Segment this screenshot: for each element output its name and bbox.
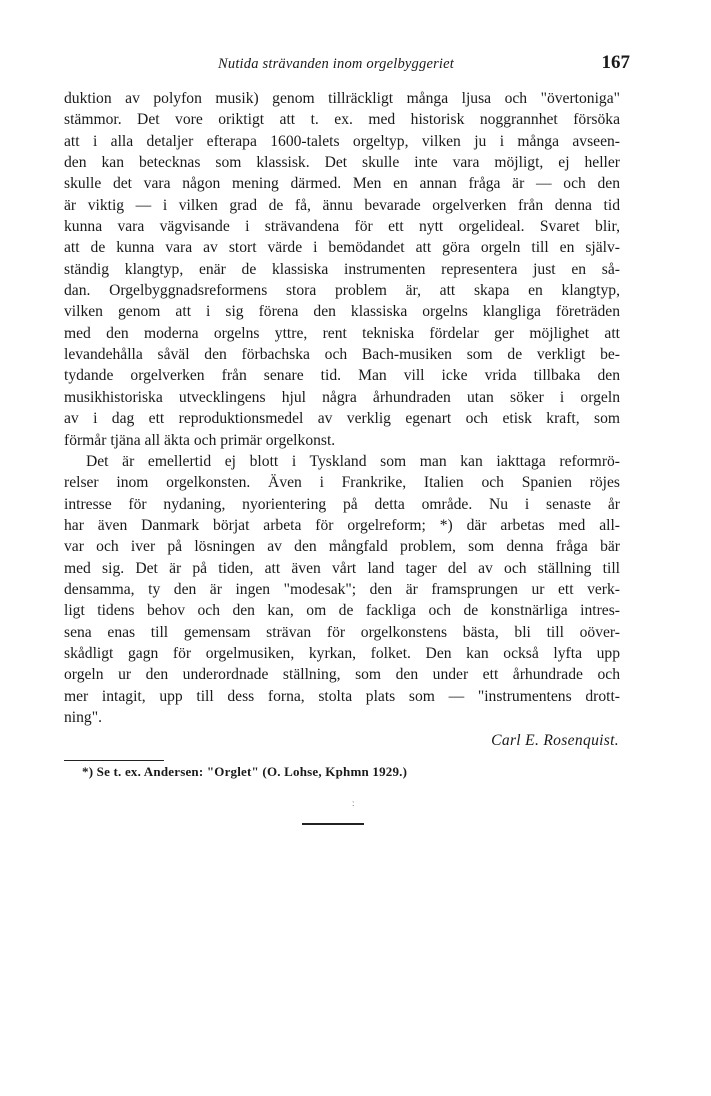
footnote-rule [64, 760, 164, 761]
page-number: 167 [601, 52, 630, 73]
text-line: levandehålla såväl den förbachska och Bach-musiken som de verkligt be- [64, 346, 620, 364]
running-title: Nutida strävanden inom orgelbyggeriet [218, 56, 455, 72]
text-line: duktion av polyfon musik) genom tillräckligt många ljusa och "övertoniga" [64, 90, 620, 107]
text-line: skulle det vara någon mening därmed. Men en annan fråga är — och den [64, 175, 620, 193]
text-line: musikhistoriska utvecklingens hjul några århundraden utan söker i orgeln [64, 388, 620, 406]
text-line: relser inom orgelkonsten. Även i Frankrike, Italien och Spanien röjes [64, 474, 620, 492]
text-line: dan. Orgelbyggnadsreformens stora problem är, att skapa en klangtyp, [64, 282, 620, 300]
text-line: att i alla detaljer efterapa 1600-talets orgeltyp, vilken ju i många avseen- [64, 132, 620, 150]
text-line: är viktig — i vilken grad de få, ännu bevarade orgelverken från denna tid [64, 196, 620, 214]
text-line: orgeln ur den underordnade ställning, som den under ett århundrade och [64, 666, 620, 684]
text-line: den kan betecknas som klassisk. Det skulle inte vara möjligt, ej heller [64, 154, 620, 172]
body-text [64, 88, 620, 728]
footnote: *) Se t. ex. Andersen: "Orglet" (O. Lohse, Kphmn 1929.) [82, 764, 408, 779]
text-line: intresse för nydaning, nyorientering på detta område. Nu i senaste år [64, 495, 620, 513]
text-line: att de kunna vara av stort värde i bemödandet att göra orgeln till en själv- [64, 239, 620, 257]
text-line: densamma, ty den är ingen "modesak"; den är framsprungen ur ett verk- [64, 580, 620, 598]
text-line: stämmor. Det vore oriktigt att t. ex. med historisk noggrannhet försöka [64, 111, 620, 129]
text-line: av i dag ett reproduktionsmedel av verklig egenart och etisk kraft, som [64, 410, 620, 428]
author-signature: Carl E. Rosenquist. [491, 732, 619, 749]
paragraph-start-line: Det är emellertid ej blott i Tyskland som man kan iakttaga reformrö- [86, 452, 620, 470]
paragraph-end-line: ning". [64, 708, 102, 726]
end-rule [302, 823, 364, 825]
text-line: var och iver på lösningen av den mångfald problem, som denna fråga bär [64, 538, 620, 556]
text-line: ligt tidens behov och den kan, om de fackliga och de konstnärliga intres- [64, 602, 620, 620]
text-line: kunna vara vägvisande i strävandena för ett nytt orgelideal. Svaret blir, [64, 218, 620, 236]
text-line: tydande orgelverken från senare tid. Man vill icke vrida tillbaka den [64, 367, 620, 385]
print-speck: ·̀ [352, 802, 355, 810]
text-line: mer intagit, upp till dess forna, stolta plats som — "instrumentens drott- [64, 687, 620, 705]
text-line: med den moderna orgelns yttre, rent tekniska fördelar ger möjlighet att [64, 324, 620, 342]
text-line: vilken genom att i sig förena den klassiska orgelns klangliga företräden [64, 303, 620, 321]
text-line: med sig. Det är på tiden, att även vårt land tager del av och ställning till [64, 559, 620, 577]
text-line: skådligt gagn för orgelmusiken, kyrkan, folket. Den kan också lyfta upp [64, 644, 620, 662]
text-line: sena enas till gemensam strävan för orgelkonstens bästa, bli till oöver- [64, 623, 620, 641]
text-line: ständig klangtyp, enär de klassiska instrumenten representera just en så- [64, 260, 620, 278]
paragraph-end-line: förmår tjäna all äkta och primär orgelkonst. [64, 431, 336, 449]
text-line: har även Danmark börjat arbeta för orgelreform; *) där arbetas med all- [64, 516, 620, 534]
running-head [64, 52, 630, 76]
